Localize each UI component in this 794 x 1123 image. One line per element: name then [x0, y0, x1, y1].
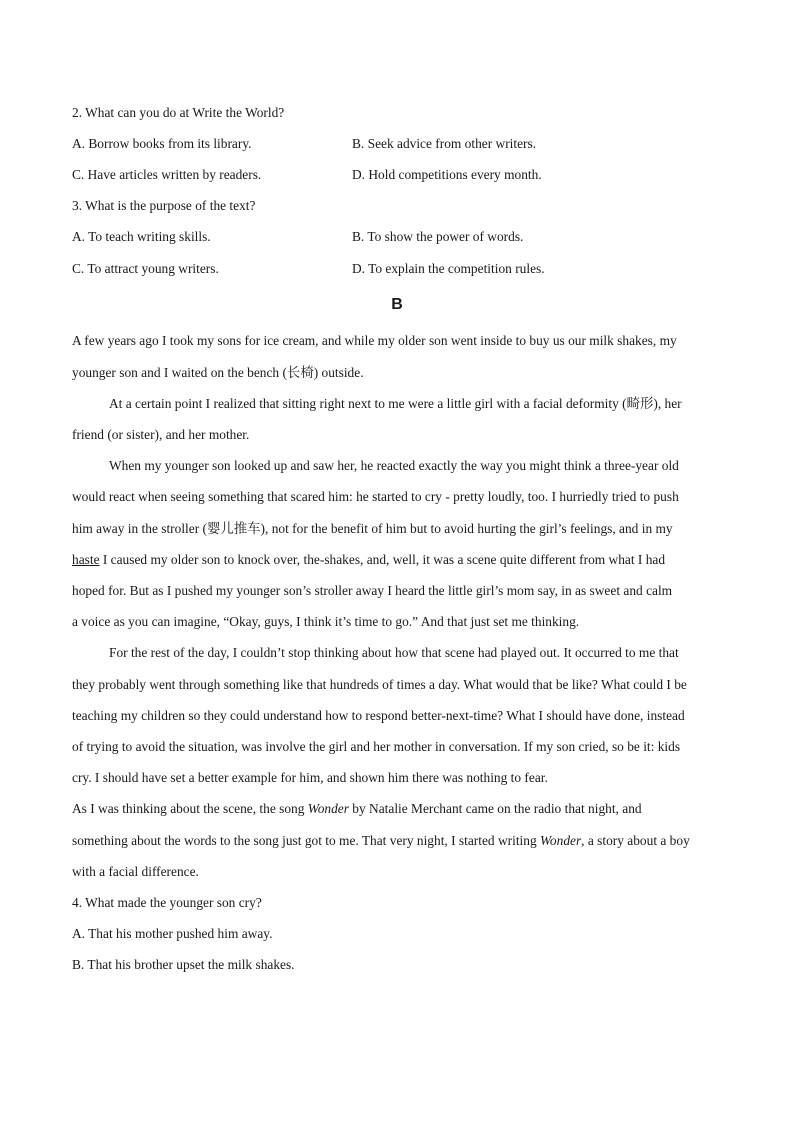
q2-option-b: B. Seek advice from other writers. [352, 136, 537, 151]
passage-line [72, 551, 665, 569]
passage-line: At a certain point I realized that sitting right next to me were a little girl with a facial deformity (畸形), her [109, 396, 682, 411]
q4-option-a: A. That his mother pushed him away. [72, 926, 273, 941]
song-title: Wonder [307, 801, 349, 816]
passage-text: , a story about a boy [581, 833, 690, 848]
passage-line: of trying to avoid the situation, was involve the girl and her mother in conversation. If my son cried, so be it: kids [72, 739, 681, 754]
question-2: 2. What can you do at Write the World? [72, 105, 285, 120]
passage-text: by Natalie Merchant came on the radio that night, and [348, 801, 642, 816]
passage-line: a voice as you can imagine, “Okay, guys, I think it’s time to go.” And that just set me thinking. [72, 614, 580, 629]
passage-text: As I was thinking about the scene, the song [72, 801, 308, 816]
passage-line: teaching my children so they could understand how to respond better-next-time? What I should have done, instead [72, 708, 685, 723]
passage-line: hoped for. But as I pushed my younger son’s stroller away I heard the little girl’s mom say, in as sweet and calm [72, 583, 673, 598]
q2-option-a: A. Borrow books from its library. [72, 136, 252, 151]
passage-line: him away in the stroller (婴儿推车), not for the benefit of him but to avoid hurting the girl’s feelings, and in my [72, 521, 673, 536]
passage-line: with a facial difference. [72, 864, 199, 879]
q4-option-b: B. That his brother upset the milk shakes. [72, 957, 295, 972]
q3-option-a: A. To teach writing skills. [72, 229, 211, 244]
passage-line: younger son and I waited on the bench (长椅) outside. [72, 365, 364, 380]
passage-text: I caused my older son to knock over, the-shakes, and, well, it was a scene quite different from what I had [99, 552, 666, 567]
q3-option-d: D. To explain the competition rules. [352, 261, 545, 276]
book-title: Wonder [540, 833, 582, 848]
section-title: B [391, 296, 403, 313]
passage-line: would react when seeing something that scared him: he started to cry - pretty loudly, too. I hurriedly tried to push [72, 489, 679, 504]
q3-option-c: C. To attract young writers. [72, 261, 219, 276]
q3-option-b: B. To show the power of words. [352, 229, 524, 244]
passage-line: friend (or sister), and her mother. [72, 427, 250, 442]
passage-line: A few years ago I took my sons for ice cream, and while my older son went inside to buy us our milk shakes, my [72, 333, 677, 348]
question-3: 3. What is the purpose of the text? [72, 198, 256, 213]
passage-line: When my younger son looked up and saw her, he reacted exactly the way you might think a three-year old [109, 458, 679, 473]
underlined-word-haste: haste [72, 552, 100, 567]
q2-option-d: D. Hold competitions every month. [352, 167, 542, 182]
passage-line: cry. I should have set a better example for him, and shown him there was nothing to fear. [72, 770, 548, 785]
passage-line: For the rest of the day, I couldn’t stop thinking about how that scene had played out. It occurred to me that [109, 645, 679, 660]
question-4: 4. What made the younger son cry? [72, 895, 262, 910]
passage-line: they probably went through something like that hundreds of times a day. What would that be like? What could I be [72, 677, 687, 692]
q2-option-c: C. Have articles written by readers. [72, 167, 262, 182]
passage-text: something about the words to the song just got to me. That very night, I started writing [72, 833, 540, 848]
passage-line [72, 832, 690, 850]
passage-line [72, 800, 642, 818]
